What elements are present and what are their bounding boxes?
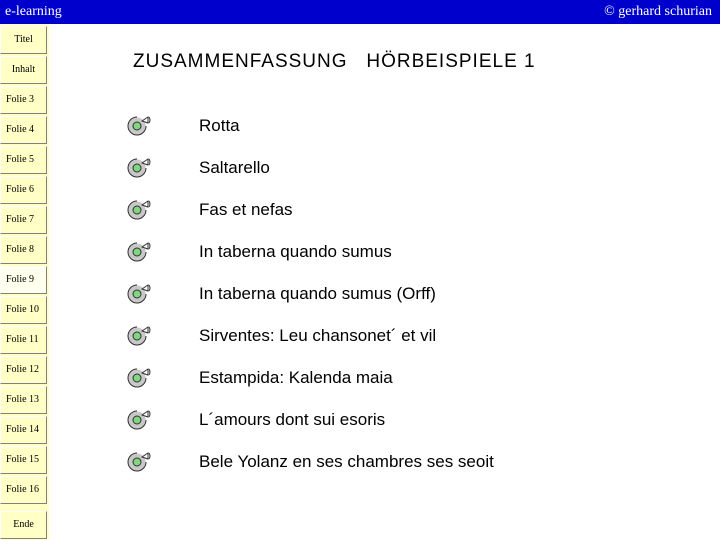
speaker-sound-icon[interactable] <box>125 198 153 222</box>
app-name: e-learning <box>5 4 62 19</box>
audio-item-label: In taberna quando sumus (Orff) <box>199 284 436 303</box>
speaker-sound-icon[interactable] <box>125 282 153 306</box>
speaker-sound-icon[interactable] <box>125 114 153 138</box>
nav-item-folie-13[interactable]: Folie 13 <box>0 386 47 414</box>
audio-item-label: Estampida: Kalenda maia <box>199 368 393 387</box>
audio-item-fas-et-nefas[interactable] <box>125 198 545 228</box>
audio-item-bele-yolanz[interactable] <box>125 450 545 480</box>
audio-item-label: Rotta <box>199 116 240 135</box>
audio-item-rotta[interactable] <box>125 114 545 144</box>
audio-item-label: Saltarello <box>199 158 270 177</box>
audio-item-label: Bele Yolanz en ses chambres ses seoit <box>199 452 494 471</box>
nav-item-folie-3[interactable]: Folie 3 <box>0 86 47 114</box>
speaker-sound-icon[interactable] <box>125 240 153 264</box>
nav-item-folie-16[interactable]: Folie 16 <box>0 476 47 504</box>
audio-item-label: Fas et nefas <box>199 200 293 219</box>
nav-item-folie-6[interactable]: Folie 6 <box>0 176 47 204</box>
audio-item-estampida[interactable] <box>125 366 545 396</box>
title-bar <box>0 0 720 24</box>
nav-item-folie-11[interactable]: Folie 11 <box>0 326 47 354</box>
speaker-sound-icon[interactable] <box>125 366 153 390</box>
speaker-sound-icon[interactable] <box>125 324 153 348</box>
speaker-sound-icon[interactable] <box>125 450 153 474</box>
nav-item-folie-7[interactable]: Folie 7 <box>0 206 47 234</box>
nav-item-folie-5[interactable]: Folie 5 <box>0 146 47 174</box>
nav-item-folie-8[interactable]: Folie 8 <box>0 236 47 264</box>
speaker-sound-icon[interactable] <box>125 156 153 180</box>
audio-item-label: In taberna quando sumus <box>199 242 392 261</box>
speaker-sound-icon[interactable] <box>125 408 153 432</box>
nav-item-folie-14[interactable]: Folie 14 <box>0 416 47 444</box>
nav-item-titel[interactable]: Titel <box>0 26 47 54</box>
audio-item-lamours[interactable] <box>125 408 545 438</box>
nav-item-ende[interactable]: Ende <box>0 511 47 539</box>
audio-item-saltarello[interactable] <box>125 156 545 186</box>
page-title: ZUSAMMENFASSUNG HÖRBEISPIELE 1 <box>133 51 536 72</box>
nav-item-inhalt[interactable]: Inhalt <box>0 56 47 84</box>
copyright-text: © gerhard schurian <box>604 4 712 19</box>
nav-item-folie-10[interactable]: Folie 10 <box>0 296 47 324</box>
audio-item-in-taberna-orff[interactable] <box>125 282 545 312</box>
slide-navigation <box>0 24 49 540</box>
nav-item-folie-12[interactable]: Folie 12 <box>0 356 47 384</box>
audio-item-label: Sirventes: Leu chansonet´ et vil <box>199 326 437 345</box>
audio-item-in-taberna[interactable] <box>125 240 545 270</box>
nav-item-folie-4[interactable]: Folie 4 <box>0 116 47 144</box>
audio-item-label: L´amours dont sui esoris <box>199 410 386 429</box>
nav-item-folie-9[interactable]: Folie 9 <box>0 266 47 294</box>
audio-item-sirventes[interactable] <box>125 324 545 354</box>
nav-item-folie-15[interactable]: Folie 15 <box>0 446 47 474</box>
